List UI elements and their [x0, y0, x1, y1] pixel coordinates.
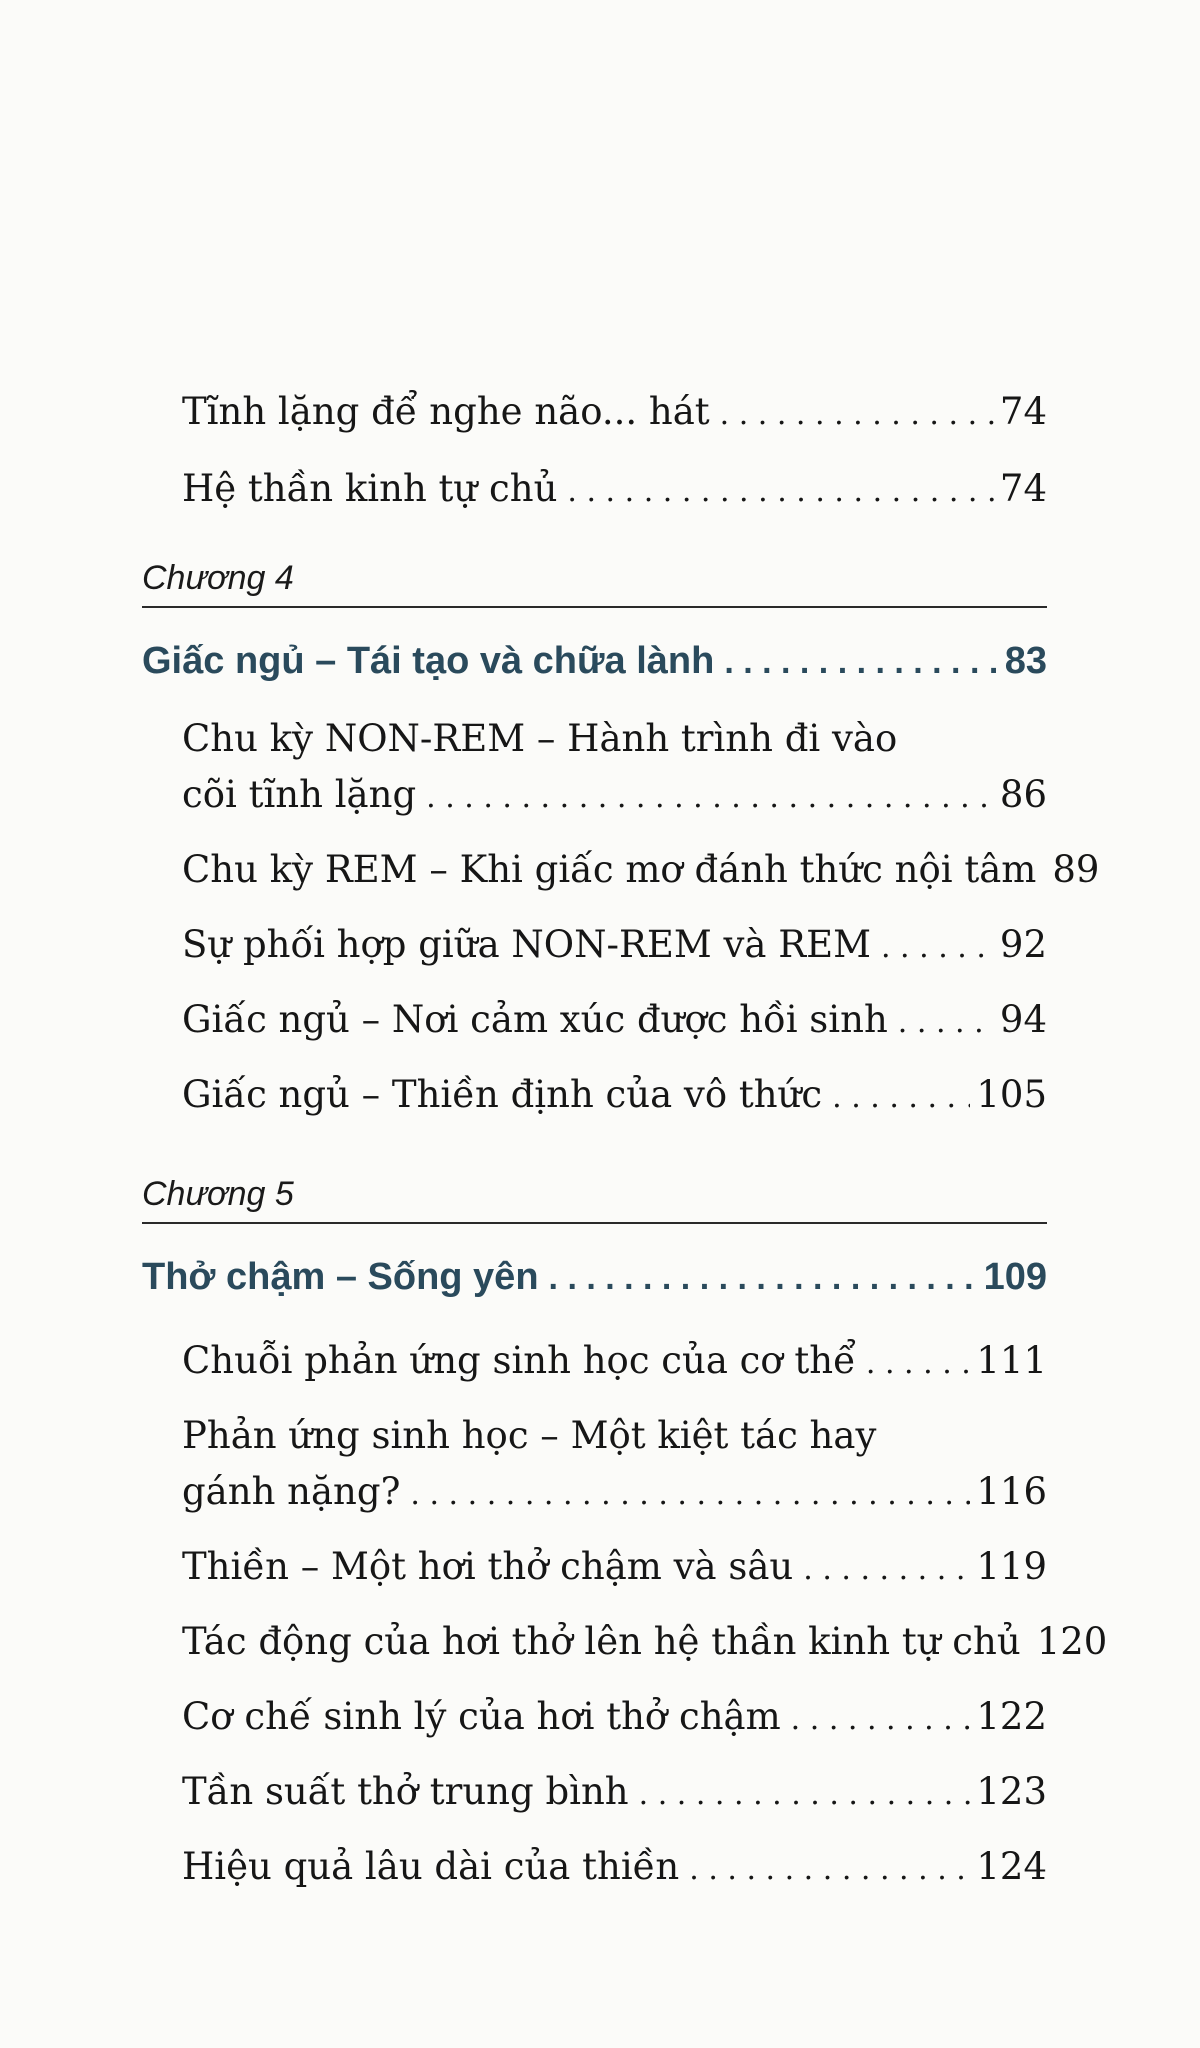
entry-page-number: 111	[976, 1339, 1047, 1382]
entry-title: Cơ chế sinh lý của hơi thở chậm	[182, 1695, 781, 1738]
chapter-4-section	[142, 556, 1100, 1126]
chapter-page-number: 109	[983, 1256, 1047, 1298]
dot-leader	[724, 633, 998, 691]
dot-leader	[689, 1842, 970, 1898]
entry-title: gánh nặng?	[182, 1470, 401, 1513]
chapter-title	[142, 1248, 1047, 1307]
entry-page-number: 74	[999, 390, 1047, 433]
toc-entry	[182, 384, 1047, 443]
toc-entry	[182, 992, 1047, 1051]
dot-leader	[639, 1767, 971, 1823]
dot-leader	[881, 920, 994, 976]
toc-entry	[182, 461, 1047, 520]
entry-title-line: Phản ứng sinh học – Một kiệt tác hay	[182, 1414, 877, 1457]
entry-page-number: 86	[999, 773, 1047, 816]
dot-leader	[791, 1692, 971, 1748]
entry-page-number: 89	[1052, 848, 1100, 891]
dot-leader	[549, 1249, 978, 1307]
dot-leader	[832, 1070, 970, 1126]
chapter-page-number: 83	[1004, 640, 1047, 682]
entry-title: Hệ thần kinh tự chủ	[182, 467, 558, 510]
dot-leader	[803, 1542, 970, 1598]
dot-leader	[426, 770, 994, 826]
entry-title: Tĩnh lặng để nghe não... hát	[182, 390, 710, 433]
entry-title: Chu kỳ REM – Khi giấc mơ đánh thức nội tâm	[182, 848, 1037, 891]
entry-page-number: 116	[976, 1470, 1047, 1513]
chapter-title-text: Thở chậm – Sống yên	[142, 1256, 539, 1298]
chapter-title	[142, 632, 1047, 691]
entry-page-number: 119	[976, 1545, 1047, 1588]
entry-title: Thiền – Một hơi thở chậm và sâu	[182, 1545, 794, 1588]
entry-page-number: 123	[976, 1770, 1047, 1813]
dot-leader	[866, 1336, 970, 1392]
toc-entry	[182, 1839, 1047, 1898]
toc-entry	[182, 1408, 1047, 1523]
toc-entry	[182, 1614, 1108, 1673]
toc-entry	[182, 842, 1100, 901]
toc-entry	[182, 1689, 1047, 1748]
toc-top-entries	[142, 384, 1047, 520]
dot-leader	[410, 1467, 970, 1523]
entry-title: cõi tĩnh lặng	[182, 773, 417, 816]
toc-entry	[182, 917, 1047, 976]
entry-title: Chuỗi phản ứng sinh học của cơ thể	[182, 1339, 856, 1382]
entry-page-number: 92	[999, 923, 1047, 966]
entry-title: Sự phối hợp giữa NON-REM và REM	[182, 923, 871, 966]
entry-page-number: 74	[999, 467, 1047, 510]
entry-page-number: 124	[976, 1845, 1047, 1888]
chapter-5-section	[142, 1172, 1108, 1898]
dot-leader	[720, 387, 994, 443]
dot-leader	[898, 995, 994, 1051]
chapter-label: Chương 4	[142, 556, 1047, 608]
chapter-title-text: Giấc ngủ – Tái tạo và chữa lành	[142, 640, 715, 682]
toc-entry	[182, 1539, 1047, 1598]
entry-title-line: Chu kỳ NON-REM – Hành trình đi vào	[182, 717, 898, 760]
entry-title: Giấc ngủ – Nơi cảm xúc được hồi sinh	[182, 998, 888, 1041]
entry-title: Giấc ngủ – Thiền định của vô thức	[182, 1073, 823, 1116]
entry-title: Hiệu quả lâu dài của thiền	[182, 1845, 680, 1888]
entry-title: Tác động của hơi thở lên hệ thần kinh tự chủ	[182, 1620, 1021, 1663]
toc-entry	[182, 1067, 1047, 1126]
toc-entry	[182, 1764, 1047, 1823]
toc-entry	[182, 1333, 1047, 1392]
entry-page-number: 120	[1036, 1620, 1108, 1663]
entry-title: Tần suất thở trung bình	[182, 1770, 629, 1813]
toc-entry	[182, 711, 1047, 826]
entry-page-number: 94	[999, 998, 1047, 1041]
chapter-label: Chương 5	[142, 1172, 1047, 1224]
dot-leader	[567, 464, 994, 520]
entry-page-number: 105	[976, 1073, 1047, 1116]
entry-page-number: 122	[976, 1695, 1047, 1738]
